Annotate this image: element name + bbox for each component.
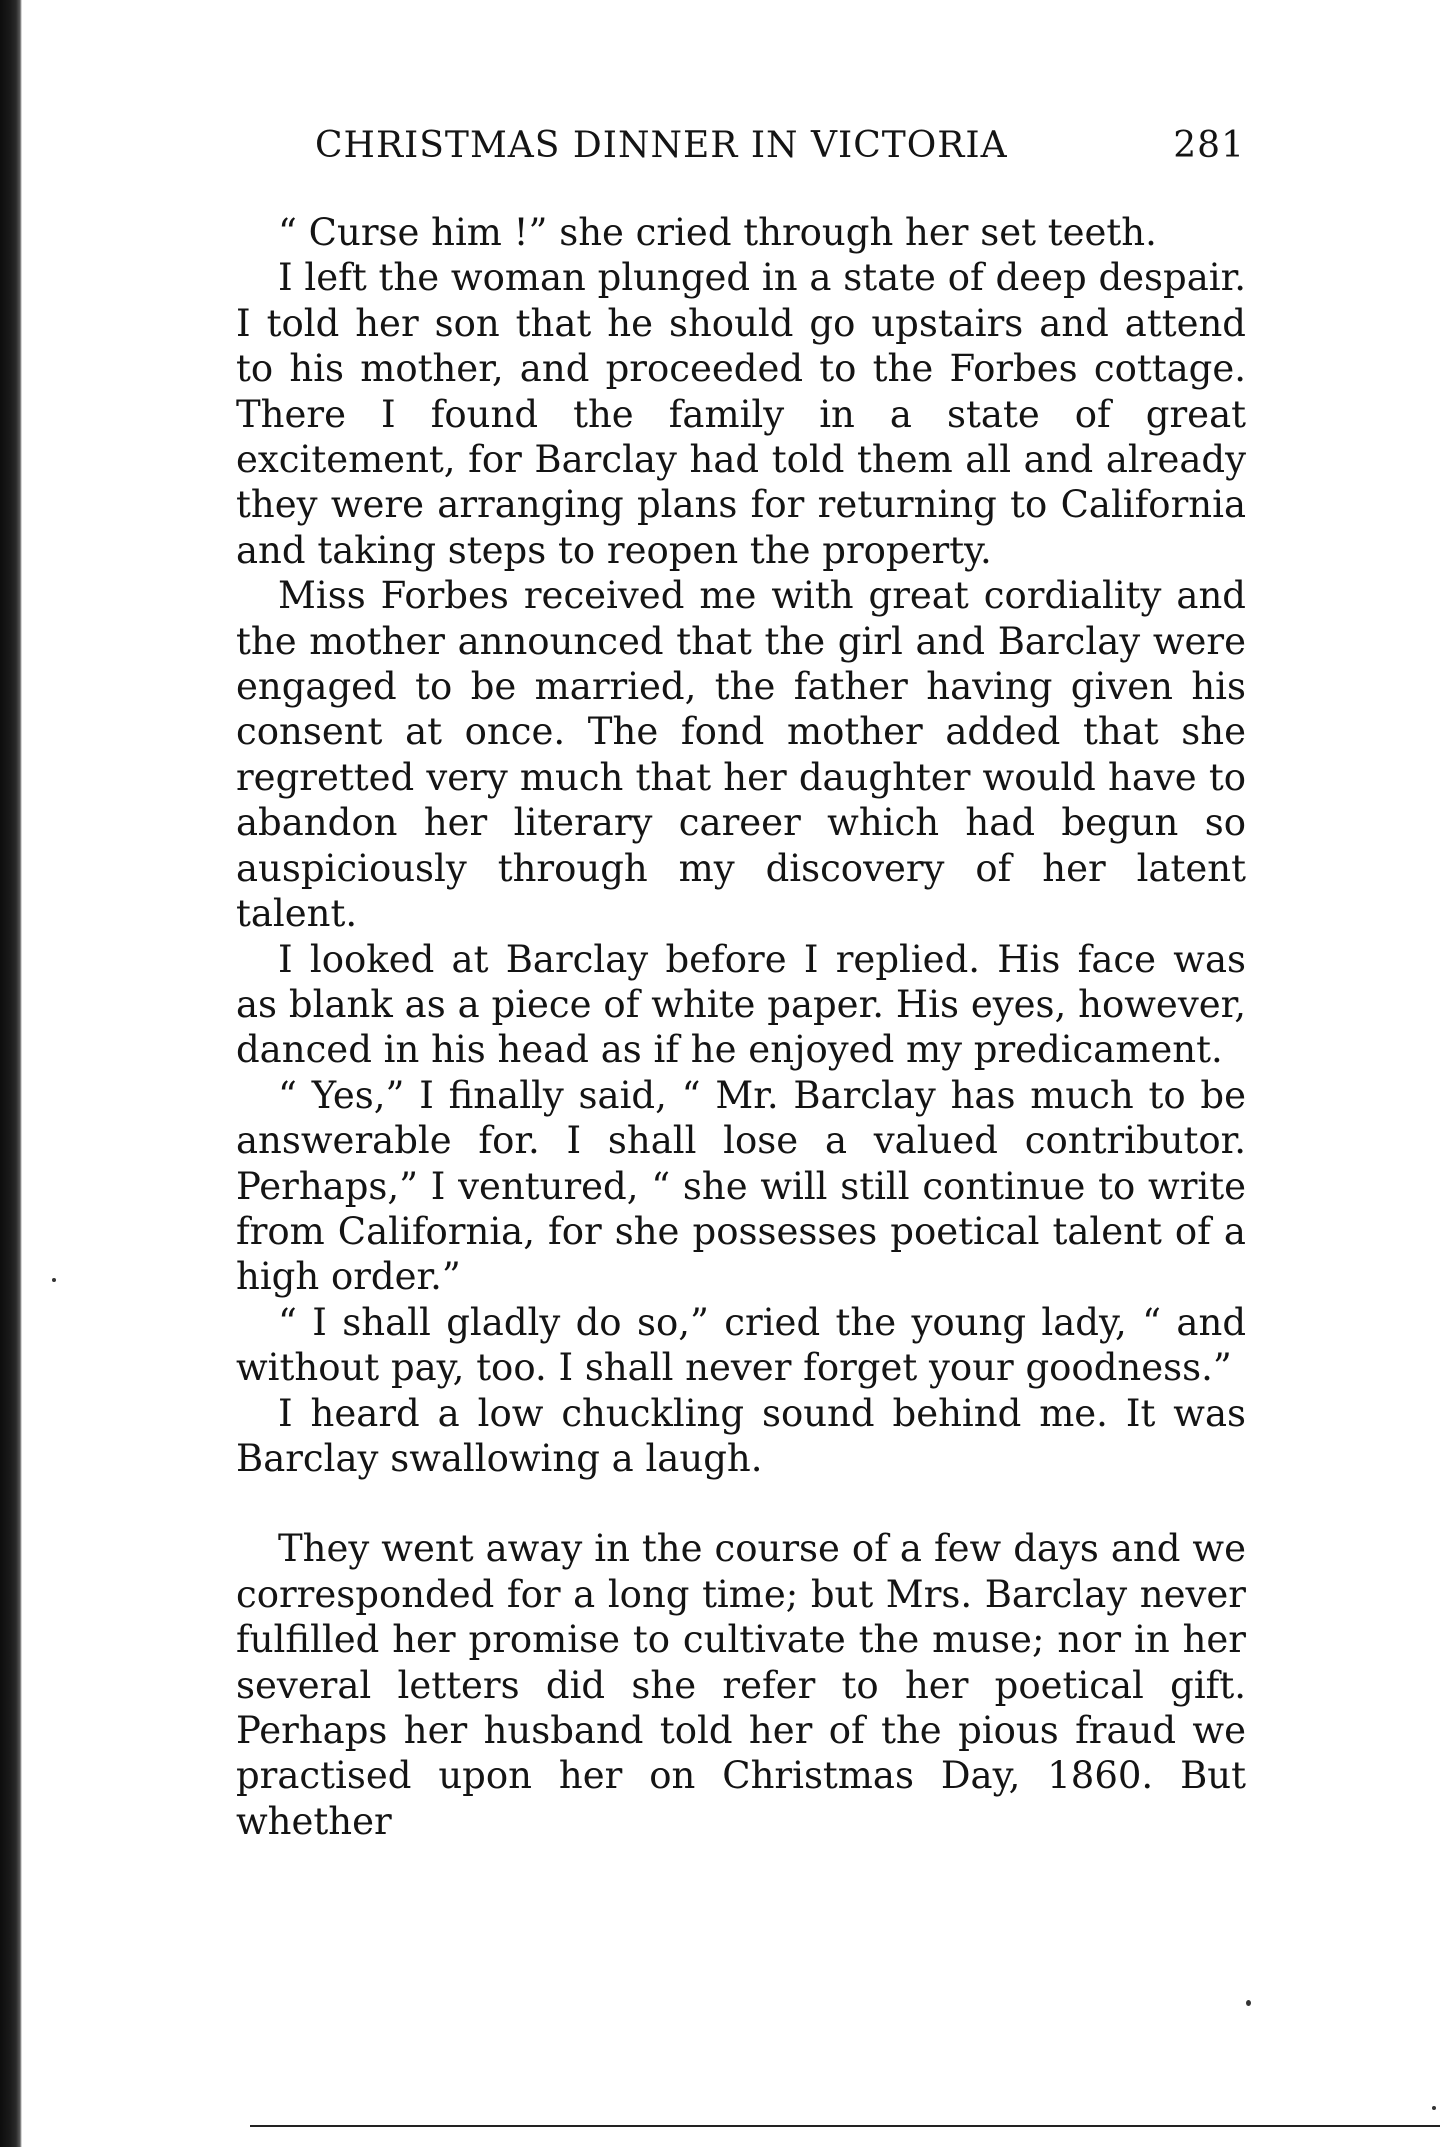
paragraph: Miss Forbes received me with great cordiality and the mother announced that the girl and Barclay were engaged to be married, the father having given his consent at once. The fond mother added that she regretted very much that her daughter would have to abandon her literary career which had begun so auspiciously through my discovery of her latent talent. xyxy=(236,574,1246,936)
bottom-rule xyxy=(250,2125,1440,2127)
paragraph: I left the woman plunged in a state of deep despair. I told her son that he should go upstairs and attend to his mother, and proceeded to the Forbes cottage. There I found the family in a state of great excitement, for Barclay had told them all and already they were arranging plans for returning to California and taking steps to reopen the property. xyxy=(236,256,1246,572)
page-body xyxy=(236,210,1246,1844)
print-speck xyxy=(1246,2000,1251,2006)
page-number: 281 xyxy=(1173,125,1245,166)
running-head: CHRISTMAS DINNER IN VICTORIA xyxy=(315,125,1008,166)
page-header xyxy=(315,125,1245,175)
paragraph: They went away in the course of a few days and we corresponded for a long time; but Mrs. Barclay never fulfilled her promise to cultivate the muse; nor in her several letters did she refer to her poetical gift. Perhaps her husband told her of the pious fraud we practised upon her on Christmas Day, 1860. But whether xyxy=(236,1527,1246,1843)
paragraph: “ I shall gladly do so,” cried the young lady, “ and without pay, too. I shall never forget your goodness.” xyxy=(236,1300,1246,1390)
paragraph: I heard a low chuckling sound behind me. It was Barclay swallowing a laugh. xyxy=(236,1391,1246,1480)
print-speck xyxy=(1432,2106,1436,2110)
print-speck xyxy=(52,1278,56,1282)
paragraph: “ Curse him !” she cried through her set teeth. xyxy=(278,211,1157,254)
paragraph: I looked at Barclay before I replied. His face was as blank as a piece of white paper. His eyes, however, danced in his head as if he enjoyed my predicament. xyxy=(236,937,1246,1072)
paragraph: “ Yes,” I finally said, “ Mr. Barclay has much to be answerable for. I shall lose a valued contributor. Perhaps,” I ventured, “ she will still continue to write from California, for she possesses poetical talent of a high order.” xyxy=(236,1073,1246,1299)
page-spine-shadow xyxy=(0,0,22,2147)
